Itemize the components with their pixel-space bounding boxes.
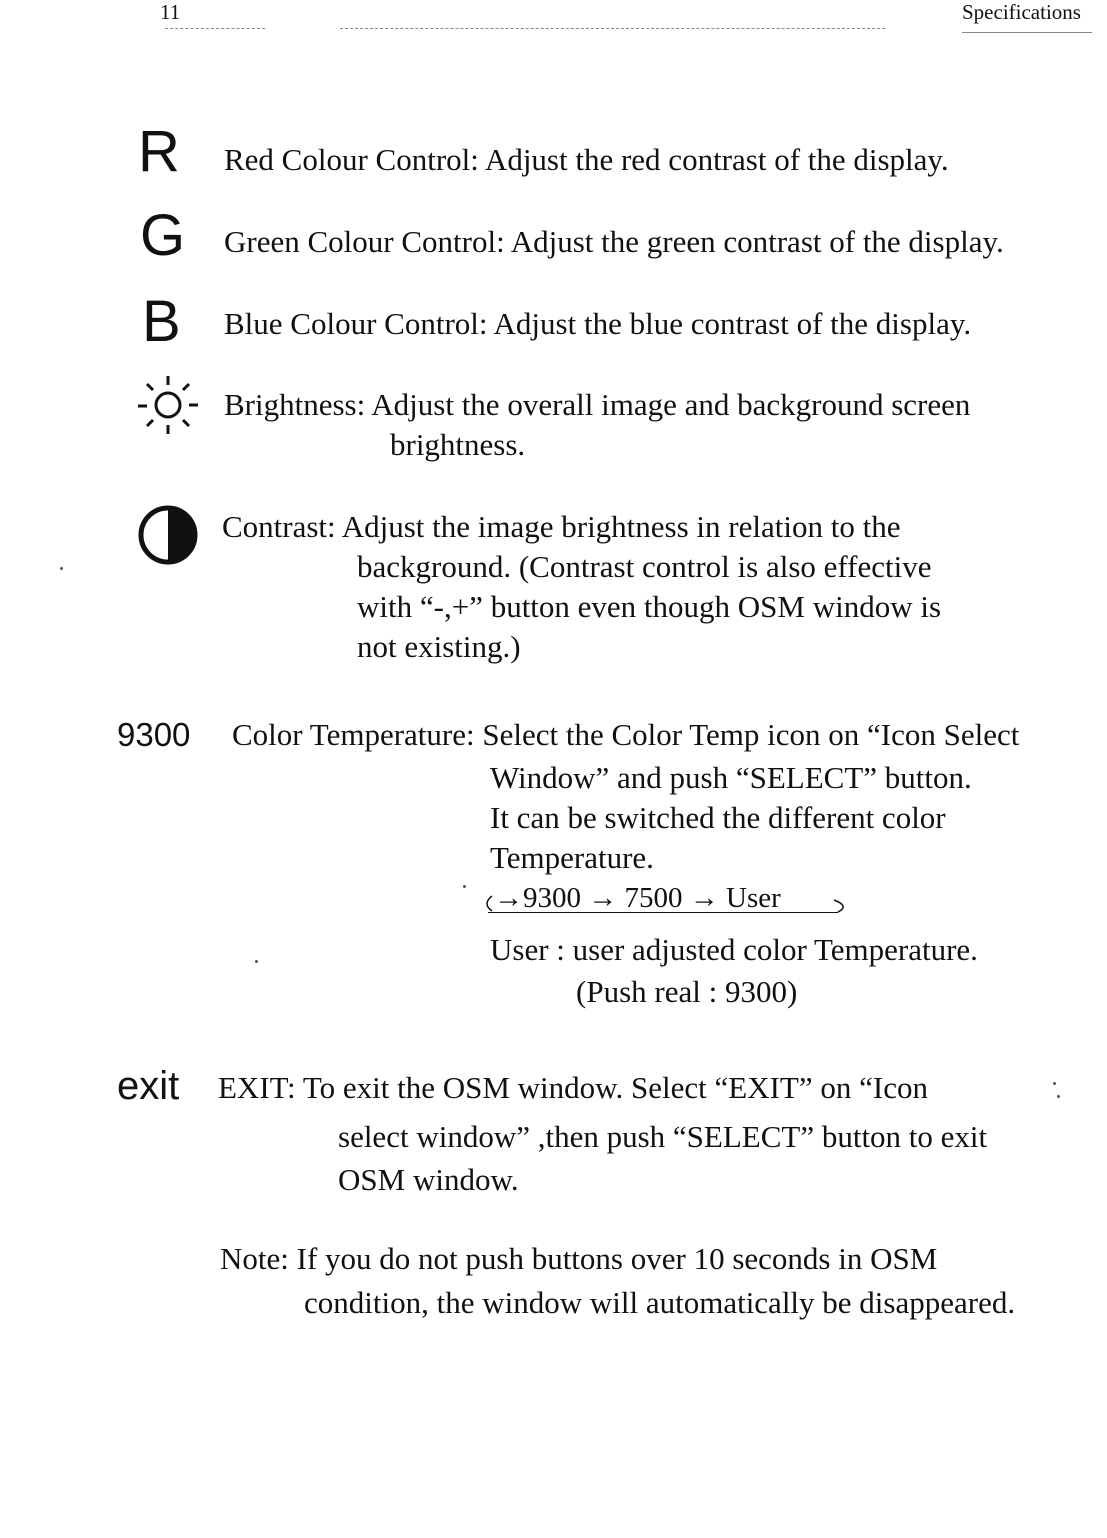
color-temp-user-line: User : user adjusted color Temperature. — [490, 932, 978, 967]
red-letter-icon: R — [138, 119, 180, 184]
green-colour-control-text: Green Colour Control: Adjust the green contrast of the display. — [224, 224, 1004, 259]
page-number: 11 — [160, 0, 181, 24]
contrast-line-3: with “-,+” button even though OSM window is — [357, 589, 942, 624]
header-rule-left — [165, 28, 265, 29]
sun-icon — [128, 368, 208, 448]
color-temp-line-4: Temperature. — [490, 840, 654, 875]
stray-dot — [255, 960, 258, 963]
blue-letter-icon: B — [142, 289, 181, 354]
color-temp-line-3: It can be switched the different color — [490, 800, 946, 835]
color-temp-line-2: Window” and push “SELECT” button. — [490, 760, 972, 795]
red-colour-control-text: Red Colour Control: Adjust the red contrast of the display. — [224, 142, 949, 177]
note-line-2: condition, the window will automatically be disappeared. — [304, 1285, 1016, 1320]
exit-label-icon: exit — [117, 1064, 180, 1108]
green-letter-icon: G — [140, 203, 186, 268]
brightness-line-1: Brightness: Adjust the overall image and background screen — [224, 387, 971, 422]
contrast-icon — [135, 500, 201, 570]
exit-line-2: select window” ,then push “SELECT” button to exit — [338, 1119, 988, 1154]
contrast-line-4: not existing.) — [357, 629, 521, 664]
contrast-line-1: Contrast: Adjust the image brightness in relation to the — [222, 509, 901, 544]
contrast-line-2: background. (Contrast control is also effective — [357, 549, 932, 584]
color-temp-push-line: (Push real : 9300) — [576, 974, 798, 1009]
stray-dot — [60, 567, 63, 570]
exit-line-3: OSM window. — [338, 1162, 519, 1197]
exit-line-1: EXIT: To exit the OSM window. Select “EXIT” on “Icon — [218, 1070, 928, 1105]
stray-dot — [1057, 1095, 1060, 1098]
stray-dot — [463, 885, 466, 888]
header-rule-title — [962, 32, 1092, 33]
section-title: Specifications — [962, 0, 1081, 24]
color-temp-line-1: Color Temperature: Select the Color Temp icon on “Icon Select — [232, 717, 1020, 752]
color-temp-label-icon: 9300 — [117, 716, 191, 753]
cycle-return-arrow-icon — [478, 890, 858, 920]
note-line-1: Note: If you do not push buttons over 10 seconds in OSM — [220, 1241, 938, 1276]
color-temp-cycle: →9300 → 7500 → User — [494, 882, 781, 914]
stray-dot — [1053, 1082, 1056, 1085]
header-rule-right — [340, 28, 885, 29]
brightness-line-2: brightness. — [390, 427, 526, 462]
blue-colour-control-text: Blue Colour Control: Adjust the blue contrast of the display. — [224, 306, 972, 341]
